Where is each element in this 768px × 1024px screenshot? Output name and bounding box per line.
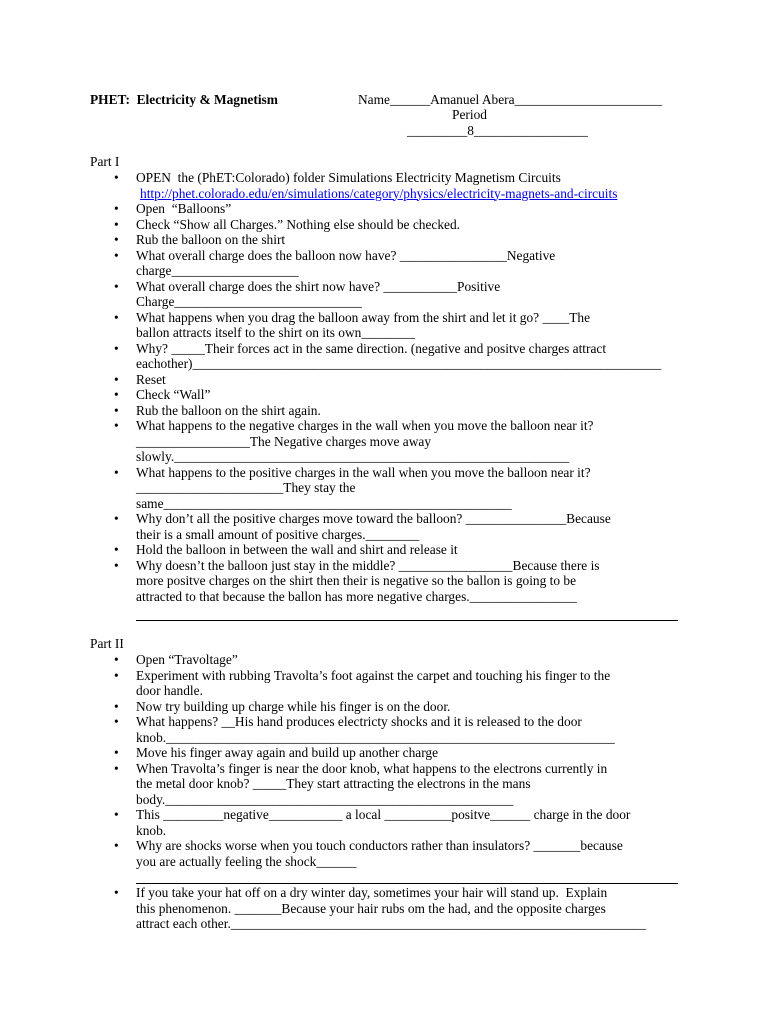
question-item bbox=[0, 885, 768, 932]
question-text-line: ______________________They stay the bbox=[136, 480, 356, 495]
bullet-icon: • bbox=[114, 542, 119, 557]
question-item bbox=[0, 201, 768, 217]
question-text-line: more positve charges on the shirt then their is negative so the ballon is going to be bbox=[136, 573, 577, 588]
question-text-line: Check “Wall” bbox=[136, 387, 211, 402]
question-item bbox=[0, 310, 768, 341]
bullet-icon: • bbox=[114, 698, 119, 714]
question-text-line: Now try building up charge while his finger is on the door. bbox=[136, 698, 451, 714]
question-text-line: same____________________________________________________ bbox=[136, 495, 512, 511]
part-1-answer-rule bbox=[136, 620, 678, 621]
question-text-line: If you take your hat off on a dry winter day, sometimes your hair will stand up. Explain bbox=[136, 885, 608, 900]
bullet-icon: • bbox=[114, 838, 119, 853]
question-item bbox=[0, 838, 768, 869]
bullet-icon: • bbox=[114, 760, 119, 776]
question-item bbox=[0, 465, 768, 512]
bullet-icon: • bbox=[114, 557, 119, 573]
part-2-answer-rule bbox=[136, 883, 678, 884]
question-text-line: What overall charge does the balloon now have? ________________Negative bbox=[136, 247, 556, 263]
question-text-line: Open “Balloons” bbox=[136, 201, 232, 216]
bullet-icon: • bbox=[114, 885, 119, 900]
bullet-icon: • bbox=[114, 216, 119, 232]
question-item bbox=[0, 232, 768, 248]
bullet-icon: • bbox=[114, 464, 119, 480]
worksheet-title: PHET: Electricity & Magnetism bbox=[90, 92, 278, 107]
bullet-icon: • bbox=[114, 714, 119, 729]
question-text-line: Reset bbox=[136, 371, 166, 387]
bullet-icon: • bbox=[114, 745, 119, 760]
question-item bbox=[0, 745, 768, 761]
question-text-line: eachother)______________________________________________________________________ bbox=[136, 356, 662, 371]
question-text-line: knob. bbox=[136, 822, 167, 838]
question-text-line: this phenomenon. _______Because your hair rubs om the had, and the opposite charges bbox=[136, 900, 606, 916]
question-text-line: Rub the balloon on the shirt bbox=[136, 232, 286, 247]
phet-simulation-link[interactable]: http://phet.colorado.edu/en/simulations/category/physics/electricity-magnets-and-circuits bbox=[140, 185, 618, 201]
bullet-icon: • bbox=[114, 418, 119, 433]
question-text-line: you are actually feeling the shock______ bbox=[136, 853, 357, 869]
bullet-icon: • bbox=[114, 387, 119, 402]
question-text-line: Rub the balloon on the shirt again. bbox=[136, 402, 321, 418]
question-item bbox=[0, 387, 768, 403]
bullet-icon: • bbox=[114, 170, 119, 185]
question-text-line: Why don’t all the positive charges move toward the balloon? _______________Because bbox=[136, 511, 611, 526]
question-text-line: Why doesn’t the balloon just stay in the middle? _________________Because there is bbox=[136, 557, 600, 573]
question-item bbox=[0, 217, 768, 233]
question-item bbox=[0, 807, 768, 838]
question-text-line: charge___________________ bbox=[136, 263, 299, 278]
part-2-heading: Part II bbox=[90, 636, 124, 651]
question-text-line: door handle. bbox=[136, 683, 203, 698]
question-text-line: knob.___________________________________________________________________ bbox=[136, 729, 615, 745]
question-text-line: What happens to the positive charges in the wall when you move the balloon near it? bbox=[136, 464, 591, 480]
question-text-line: body.____________________________________________________ bbox=[136, 791, 514, 807]
question-text-line: _________________The Negative charges move away bbox=[136, 433, 432, 449]
question-text-line: Charge____________________________ bbox=[136, 294, 362, 309]
bullet-icon: • bbox=[114, 278, 119, 294]
question-item bbox=[0, 542, 768, 558]
question-text-line: What overall charge does the shirt now have? ___________Positive bbox=[136, 278, 501, 294]
question-text-line: Experiment with rubbing Travolta’s foot against the carpet and touching his finger to the bbox=[136, 667, 611, 683]
period-value: _________8_________________ bbox=[407, 123, 588, 138]
bullet-icon: • bbox=[114, 371, 119, 387]
question-text-line: the metal door knob? _____They start attracting the electrons in the mans bbox=[136, 776, 531, 791]
bullet-icon: • bbox=[114, 201, 119, 216]
bullet-icon: • bbox=[114, 340, 119, 356]
question-item bbox=[0, 372, 768, 388]
question-text-line: Why are shocks worse when you touch conductors rather than insulators? _______because bbox=[136, 838, 623, 853]
question-text-line: Check “Show all Charges.” Nothing else should be checked. bbox=[136, 216, 461, 232]
question-text-line: Open “Travoltage” bbox=[136, 652, 238, 667]
part-1-heading: Part I bbox=[90, 154, 120, 169]
question-text-line: Why? _____Their forces act in the same direction. (negative and positve charges attract bbox=[136, 340, 607, 356]
bullet-icon: • bbox=[114, 232, 119, 247]
part-2-question-list bbox=[0, 652, 768, 932]
question-item bbox=[0, 341, 768, 372]
question-text-line: slowly.___________________________________________________________ bbox=[136, 449, 570, 464]
period-label: Period bbox=[452, 107, 487, 122]
question-item bbox=[0, 403, 768, 419]
question-item bbox=[0, 761, 768, 808]
question-item bbox=[0, 668, 768, 699]
question-item bbox=[0, 652, 768, 668]
question-text-line: OPEN the (PhET:Colorado) folder Simulations Electricity Magnetism Circuits bbox=[136, 170, 561, 185]
bullet-icon: • bbox=[114, 247, 119, 263]
bullet-icon: • bbox=[114, 652, 119, 667]
question-item bbox=[0, 248, 768, 279]
question-item bbox=[0, 699, 768, 715]
question-item bbox=[0, 418, 768, 465]
question-item bbox=[0, 558, 768, 605]
bullet-icon: • bbox=[114, 511, 119, 526]
question-text-line: attracted to that because the ballon has more negative charges.________________ bbox=[136, 588, 577, 604]
question-text-line: What happens to the negative charges in the wall when you move the balloon near it? bbox=[136, 418, 594, 433]
question-text-line: Hold the balloon in between the wall and shirt and release it bbox=[136, 542, 458, 557]
bullet-icon: • bbox=[114, 667, 119, 683]
question-item bbox=[0, 714, 768, 745]
question-item bbox=[0, 170, 768, 201]
name-line: Name______Amanuel Abera______________________ bbox=[358, 92, 662, 107]
bullet-icon: • bbox=[114, 309, 119, 325]
question-text-line: What happens? __His hand produces electricty shocks and it is released to the door bbox=[136, 714, 582, 729]
bullet-icon: • bbox=[114, 402, 119, 418]
question-text-line: This _________negative___________ a local __________positve______ charge in the door bbox=[136, 807, 631, 822]
question-text-line: ballon attracts itself to the shirt on its own________ bbox=[136, 325, 415, 340]
part-1-question-list bbox=[0, 170, 768, 604]
question-item bbox=[0, 279, 768, 310]
question-text-line: Move his finger away again and build up another charge bbox=[136, 745, 439, 760]
bullet-icon: • bbox=[114, 807, 119, 822]
question-text-line: attract each other.______________________________________________________________ bbox=[136, 916, 646, 931]
question-text-line: When Travolta’s finger is near the door knob, what happens to the electrons currently in bbox=[136, 760, 608, 776]
question-text-line: their is a small amount of positive charges.________ bbox=[136, 526, 420, 542]
question-text-line: What happens when you drag the balloon away from the shirt and let it go? ____The bbox=[136, 309, 591, 325]
question-item bbox=[0, 511, 768, 542]
